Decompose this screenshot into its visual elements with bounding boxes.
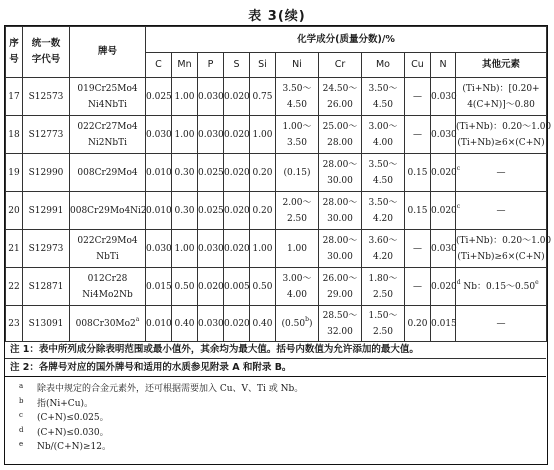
cell-cu: —: [405, 268, 431, 306]
row-code: S12990: [23, 154, 70, 192]
cell-si: 0.75: [250, 78, 276, 116]
cell-cu: 0.15: [405, 154, 431, 192]
header-seq: 序 号: [6, 27, 23, 78]
table-row: [6, 230, 547, 268]
cell-p: 0.030: [198, 306, 224, 342]
header-grade: 牌号: [70, 27, 146, 78]
header-ni: Ni: [276, 53, 319, 78]
cell-n: 0.030: [431, 116, 456, 154]
cell-si: 1.00: [250, 230, 276, 268]
cell-p: 0.025: [198, 192, 224, 230]
cell-mo: 1.80～ 2.50: [362, 268, 405, 306]
row-code: S12773: [23, 116, 70, 154]
cell-ni: 1.00～ 3.50: [276, 116, 319, 154]
cell-mn: 0.30: [172, 192, 198, 230]
cell-n: 0.030: [431, 230, 456, 268]
header-composition-group: 化学成分(质量分数)/%: [146, 27, 547, 53]
footnote-ref: c: [456, 202, 461, 210]
cell-mn: 1.00: [172, 230, 198, 268]
cell-cr: 28.50～ 32.00: [319, 306, 362, 342]
cell-n: 0.020$^d$: [431, 268, 456, 306]
cell-s: 0.020: [224, 78, 250, 116]
note-2: 注 2：各牌号对应的国外牌号和适用的水质参见附录 A 和附录 B。: [5, 359, 546, 377]
cell-ni: 2.00～ 2.50: [276, 192, 319, 230]
cell-p: 0.030: [198, 230, 224, 268]
cell-n: 0.015: [431, 306, 456, 342]
table-row: [6, 268, 547, 306]
row-no: 17: [6, 78, 23, 116]
cell-p: 0.030: [198, 116, 224, 154]
header-n: N: [431, 53, 456, 78]
cell-s: 0.005: [224, 268, 250, 306]
cell-cr: 28.00～ 30.00: [319, 192, 362, 230]
header-c: C: [146, 53, 172, 78]
cell-mn: 1.00: [172, 116, 198, 154]
header-p: P: [198, 53, 224, 78]
footnote: b 指(Ni+Cu)。: [19, 396, 93, 409]
footnote-ref: b: [305, 315, 309, 323]
cell-cu: —: [405, 116, 431, 154]
header-other: 其他元素: [456, 53, 547, 78]
footnote-ref: d: [456, 278, 461, 286]
footnote-ref: e: [535, 278, 539, 286]
cell-other: —: [456, 154, 547, 192]
composition-table: [5, 26, 552, 342]
row-grade: 012Cr28 Ni4Mo2Nb: [70, 268, 146, 306]
cell-si: 0.20: [250, 154, 276, 192]
footnote: c (C+N)≤0.025。: [19, 411, 109, 423]
cell-c: 0.030: [146, 230, 172, 268]
cell-cu: —: [405, 230, 431, 268]
header-code: 统一数 字代号: [23, 27, 70, 78]
cell-mo: 3.50～ 4.50: [362, 78, 405, 116]
cell-other: (Ti+Nb)：0.20～1.00 (Ti+Nb)≥6×(C+N): [456, 116, 547, 154]
header-si: Si: [250, 53, 276, 78]
cell-other: Nb：0.15～0.50e: [456, 268, 547, 306]
note-1: 注 1：表中所列成分除表明范围或最小值外，其余均为最大值。括号内数值为允许添加的最大值。: [5, 341, 546, 359]
cell-si: 0.40: [250, 306, 276, 342]
cell-c: 0.010: [146, 154, 172, 192]
cell-cr: 26.00～ 29.00: [319, 268, 362, 306]
cell-c: 0.025: [146, 78, 172, 116]
row-no: 22: [6, 268, 23, 306]
row-grade: 008Cr30Mo2$^a$: [70, 306, 146, 342]
cell-n: 0.020$^c$: [431, 192, 456, 230]
cell-ni: 3.00～ 4.00: [276, 268, 319, 306]
row-no: 19: [6, 154, 23, 192]
cell-c: 0.010: [146, 306, 172, 342]
cell-cr: 28.00～ 30.00: [319, 230, 362, 268]
row-no: 23: [6, 306, 23, 342]
cell-c: 0.015: [146, 268, 172, 306]
footnote-ref: c: [456, 164, 461, 172]
cell-mn: 1.00: [172, 78, 198, 116]
footnote: a 除表中规定的合金元素外，还可根据需要加入 Cu、V、Ti 或 Nb。: [19, 382, 304, 394]
row-code: S12573: [23, 78, 70, 116]
cell-other: —: [456, 306, 547, 342]
cell-ni: (0.15): [276, 154, 319, 192]
table-row: [6, 78, 547, 116]
table-row: [6, 192, 547, 230]
row-code: S12973: [23, 230, 70, 268]
cell-ni: 3.50～ 4.50: [276, 78, 319, 116]
row-grade: 019Cr25Mo4 Ni4NbTi: [70, 78, 146, 116]
footnote-ref: a: [135, 315, 140, 323]
row-no: 20: [6, 192, 23, 230]
row-code: S13091: [23, 306, 70, 342]
cell-s: 0.020: [224, 192, 250, 230]
cell-mo: 3.60～ 4.20: [362, 230, 405, 268]
cell-ni: 1.00: [276, 230, 319, 268]
header-s: S: [224, 53, 250, 78]
cell-s: 0.020: [224, 230, 250, 268]
cell-other: (Ti+Nb)：0.20～1.00 (Ti+Nb)≥6×(C+N): [456, 230, 547, 268]
header-mo: Mo: [362, 53, 405, 78]
cell-n: 0.020$^c$: [431, 154, 456, 192]
cell-mn: 0.30: [172, 154, 198, 192]
cell-cr: 28.00～ 30.00: [319, 154, 362, 192]
cell-c: 0.030: [146, 116, 172, 154]
table-row: [6, 154, 547, 192]
cell-c: 0.010: [146, 192, 172, 230]
header-cu: Cu: [405, 53, 431, 78]
footnote: e Nb/(C+N)≥12。: [19, 440, 111, 452]
row-code: S12991: [23, 192, 70, 230]
cell-p: 0.030: [198, 78, 224, 116]
table-row: [6, 116, 547, 154]
cell-si: 0.50: [250, 268, 276, 306]
notes-section: [5, 341, 546, 455]
cell-ni: (0.50$^b$): [276, 306, 319, 342]
row-code: S12871: [23, 268, 70, 306]
cell-mo: 1.50～ 2.50: [362, 306, 405, 342]
cell-cr: 25.00～ 28.00: [319, 116, 362, 154]
cell-other: (Ti+Nb)：[0.20+ 4(C+N)]～0.80: [456, 78, 547, 116]
cell-p: 0.020: [198, 268, 224, 306]
document-table: [4, 25, 552, 465]
row-grade: 008Cr29Mo4: [70, 154, 146, 192]
row-grade: 008Cr29Mo4Ni2: [70, 192, 146, 230]
cell-other: —: [456, 192, 547, 230]
header-cr: Cr: [319, 53, 362, 78]
cell-mo: 3.50～ 4.50: [362, 154, 405, 192]
row-grade: 022Cr27Mo4 Ni2NbTi: [70, 116, 146, 154]
row-no: 18: [6, 116, 23, 154]
cell-cu: 0.20: [405, 306, 431, 342]
table-title: 表 3(续): [248, 9, 306, 24]
cell-s: 0.020: [224, 306, 250, 342]
cell-cr: 24.50～ 26.00: [319, 78, 362, 116]
cell-si: 0.20: [250, 192, 276, 230]
table-row: [6, 306, 547, 342]
cell-cu: —: [405, 78, 431, 116]
cell-mn: 0.50: [172, 268, 198, 306]
cell-mo: 3.00～ 4.00: [362, 116, 405, 154]
row-grade: 022Cr29Mo4 NbTi: [70, 230, 146, 268]
cell-mo: 3.50～ 4.20: [362, 192, 405, 230]
cell-s: 0.020: [224, 154, 250, 192]
row-no: 21: [6, 230, 23, 268]
cell-n: 0.030: [431, 78, 456, 116]
header-mn: Mn: [172, 53, 198, 78]
cell-si: 1.00: [250, 116, 276, 154]
cell-mn: 0.40: [172, 306, 198, 342]
cell-s: 0.020: [224, 116, 250, 154]
cell-cu: 0.15: [405, 192, 431, 230]
footnote: d (C+N)≤0.030。: [19, 425, 109, 438]
cell-p: 0.025: [198, 154, 224, 192]
